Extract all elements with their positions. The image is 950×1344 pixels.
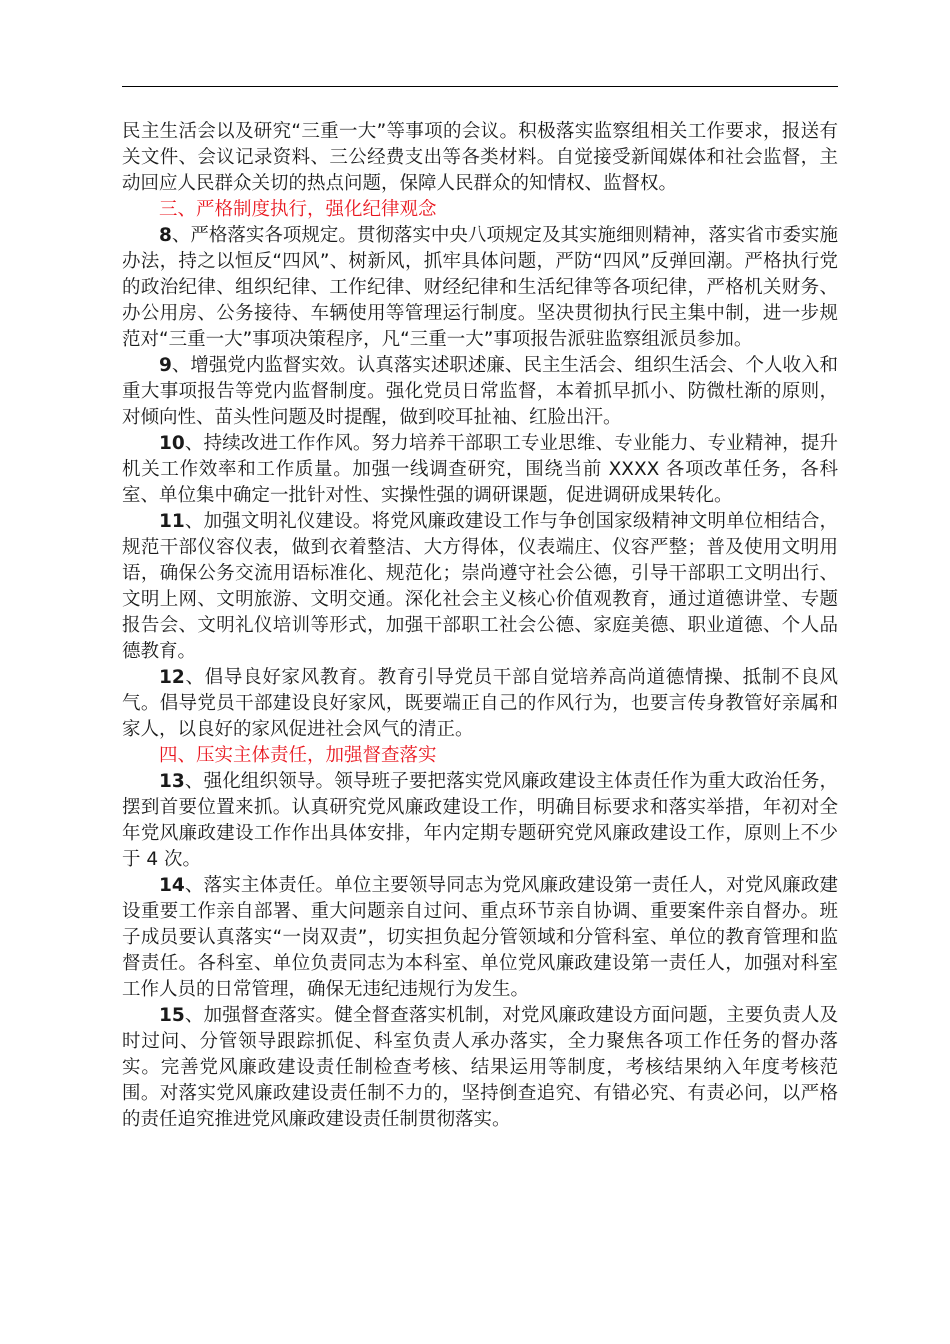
item-10 (122, 431, 838, 509)
section-4-heading: 四、压实主体责任，加强督查落实 (159, 745, 437, 766)
document-body (122, 119, 838, 1133)
item-number: 8 (159, 225, 172, 246)
item-number: 9 (159, 355, 172, 376)
header-rule (122, 86, 838, 87)
item-text: 、增强党内监督实效。认真落实述职述廉、民主生活会、组织生活会、个人收入和重大事项报告等党内监督制度。强化党员日常监督，本着抓早抓小、防微杜渐的原则，对倾向性、苗头性问题及时提醒，做到咬耳扯袖、红脸出汗。 (122, 355, 838, 428)
item-8 (122, 223, 838, 353)
item-text: 、倡导良好家风教育。教育引导党员干部自觉培养高尚道德情操、抵制不良风气。倡导党员干部建设良好家风，既要端正自己的作风行为，也要言传身教管好亲属和家人，以良好的家风促进社会风气的清正。 (122, 667, 838, 740)
item-text: 、强化组织领导。领导班子要把落实党风廉政建设主体责任作为重大政治任务，摆到首要位置来抓。认真研究党风廉政建设工作，明确目标要求和落实举措，年初对全年党风廉政建设工作作出具体安排，年内定期专题研究党风廉政建设工作，原则上不少于 4 次。 (122, 771, 838, 870)
item-number: 14 (159, 875, 185, 896)
item-number: 11 (159, 511, 185, 532)
item-text: 、严格落实各项规定。贯彻落实中央八项规定及其实施细则精神，落实省市委实施办法，持之以恒反“四风”、树新风，抓牢具体问题，严防“四风”反弹回潮。严格执行党的政治纪律、组织纪律、工作纪律、财经纪律和生活纪律等各项纪律，严格机关财务、办公用房、公务接待、车辆使用等管理运行制度。坚决贯彻执行民主集中制，进一步规范对“三重一大”事项决策程序，凡“三重一大”事项报告派驻监察组派员参加。 (122, 225, 838, 350)
item-number: 12 (159, 667, 185, 688)
item-number: 15 (159, 1005, 185, 1026)
item-text: 、加强文明礼仪建设。将党风廉政建设工作与争创国家级精神文明单位相结合，规范干部仪容仪表，做到衣着整洁、大方得体，仪表端庄、仪容严整；普及使用文明用语，确保公务交流用语标准化、规范化；崇尚遵守社会公德，引导干部职工文明出行、文明上网、文明旅游、文明交通。深化社会主义核心价值观教育，通过道德讲堂、专题报告会、文明礼仪培训等形式，加强干部职工社会公德、家庭美德、职业道德、个人品德教育。 (122, 511, 838, 662)
item-number: 10 (159, 433, 185, 454)
item-9 (122, 353, 838, 431)
item-number: 13 (159, 771, 185, 792)
item-15 (122, 1003, 838, 1133)
item-11 (122, 509, 838, 665)
item-12 (122, 665, 838, 743)
item-text: 、加强督查落实。健全督查落实机制，对党风廉政建设方面问题，主要负责人及时过问、分管领导跟踪抓促、科室负责人承办落实，全力聚焦各项工作任务的督办落实。完善党风廉政建设责任制检查考核、结果运用等制度，考核结果纳入年度考核范围。对落实党风廉政建设责任制不力的，坚持倒查追究、有错必究、有责必问，以严格的责任追究推进党风廉政建设责任制贯彻落实。 (122, 1005, 838, 1130)
item-text: 、持续改进工作作风。努力培养干部职工专业思维、专业能力、专业精神，提升机关工作效率和工作质量。加强一线调查研究，围绕当前 XXXX 各项改革任务，各科室、单位集中确定一批针对性、实操性强的调研课题，促进调研成果转化。 (122, 433, 838, 506)
intro-paragraph: 民主生活会以及研究“三重一大”等事项的会议。积极落实监察组相关工作要求，报送有关文件、会议记录资料、三公经费支出等各类材料。自觉接受新闻媒体和社会监督，主动回应人民群众关切的热点问题，保障人民群众的知情权、监督权。 (122, 121, 838, 194)
item-14 (122, 873, 838, 1003)
section-3-heading: 三、严格制度执行，强化纪律观念 (159, 199, 437, 220)
item-text: 、落实主体责任。单位主要领导同志为党风廉政建设第一责任人，对党风廉政建设重要工作亲自部署、重大问题亲自过问、重点环节亲自协调、重要案件亲自督办。班子成员要认真落实“一岗双责”，切实担负起分管领域和分管科室、单位的教育管理和监督责任。各科室、单位负责同志为本科室、单位党风廉政建设第一责任人，加强对科室工作人员的日常管理，确保无违纪违规行为发生。 (122, 875, 838, 1000)
item-13 (122, 769, 838, 873)
